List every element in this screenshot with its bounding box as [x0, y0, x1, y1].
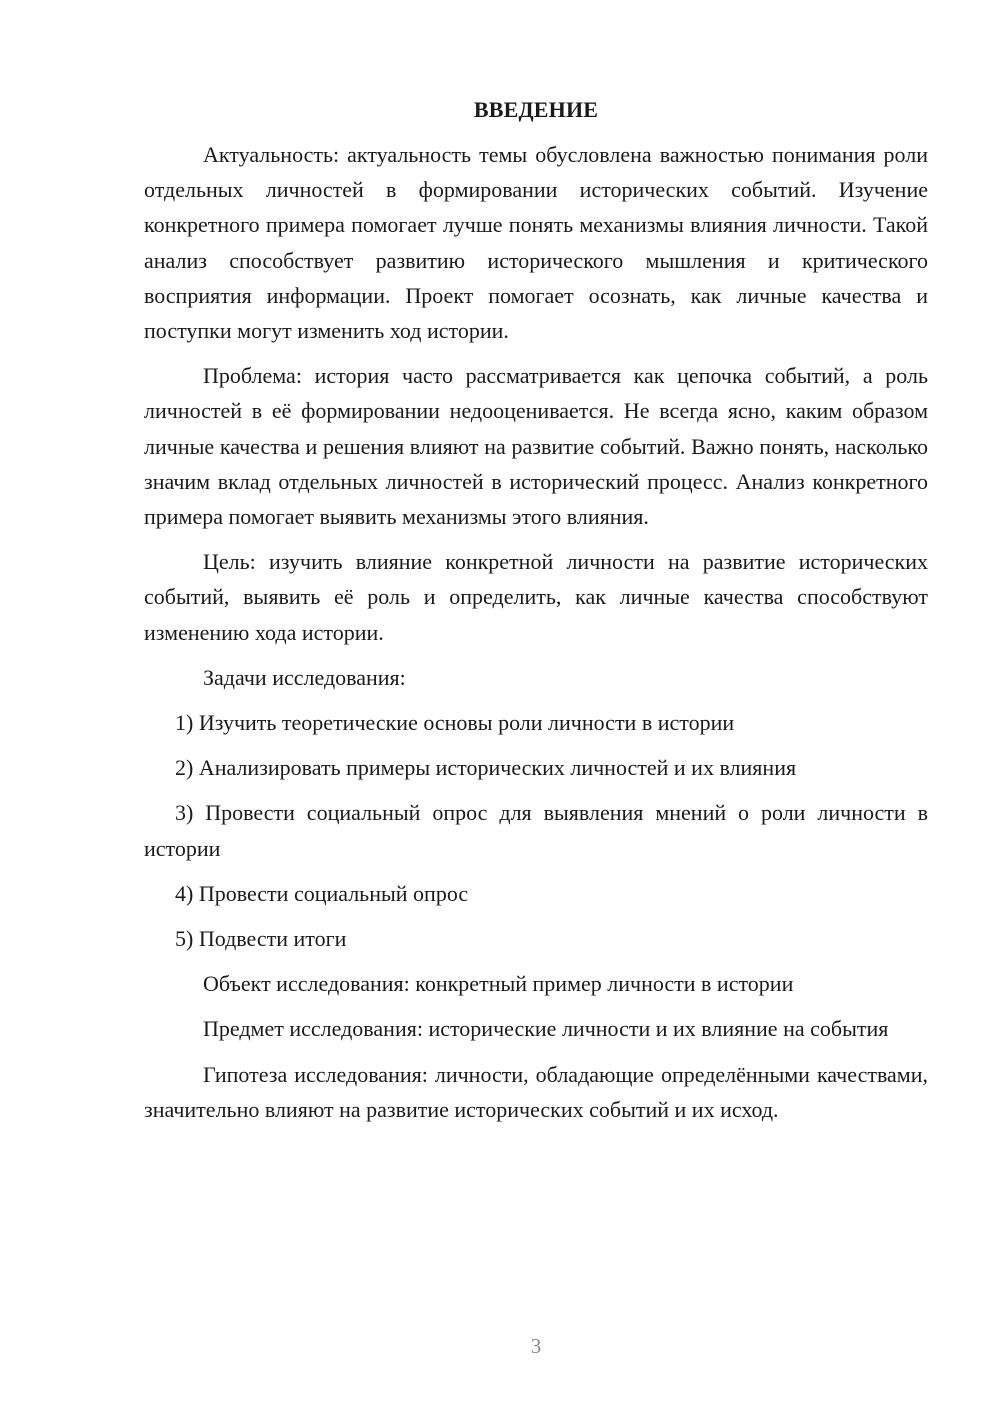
tasks-heading: Задачи исследования: — [203, 664, 406, 690]
page-content — [144, 92, 928, 1137]
paragraph-hypothesis: Гипотеза исследования: личности, обладающие определёнными качествами, значительно влияют на развитие исторических событий и их исход. — [144, 1061, 928, 1122]
paragraph-object: Объект исследования: конкретный пример личности в истории — [203, 971, 794, 997]
task-item-3: 3) Провести социальный опрос для выявления мнений о роли личности в истории — [144, 800, 928, 861]
paragraph-problem: Проблема: история часто рассматривается как цепочка событий, а роль личностей в её формировании недооценивается. Не всегда ясно, каким образом личные качества и решения влияют на развитие событий. Важно понять, насколько значим вклад отдельных личностей в исторический процесс. Анализ конкретного примера помогает выявить механизмы этого влияния. — [144, 363, 928, 530]
task-item-2: 2) Анализировать примеры исторических личностей и их влияния — [175, 755, 797, 781]
task-item-5: 5) Подвести итоги — [175, 926, 347, 952]
task-item-1: 1) Изучить теоретические основы роли личности в истории — [175, 710, 735, 736]
tasks-list — [144, 705, 928, 956]
section-title: ВВЕДЕНИЕ — [473, 97, 599, 122]
paragraph-goal: Цель: изучить влияние конкретной личности на развитие исторических событий, выявить её роль и определить, как личные качества способствуют изменению хода истории. — [144, 549, 928, 645]
task-item-4: 4) Провести социальный опрос — [175, 880, 469, 906]
page-number: 3 — [530, 1334, 542, 1358]
paragraph-subject: Предмет исследования: исторические личности и их влияние на события — [203, 1016, 889, 1042]
paragraph-relevance: Актуальность: актуальность темы обусловлена важностью понимания роли отдельных личностей в формировании исторических событий. Изучение конкретного примера помогает лучше понять механизмы влияния личности. Такой анализ способствует развитию исторического мышления и критического восприятия информации. Проект помогает осознать, как личные качества и поступки могут изменить ход истории. — [144, 142, 928, 344]
